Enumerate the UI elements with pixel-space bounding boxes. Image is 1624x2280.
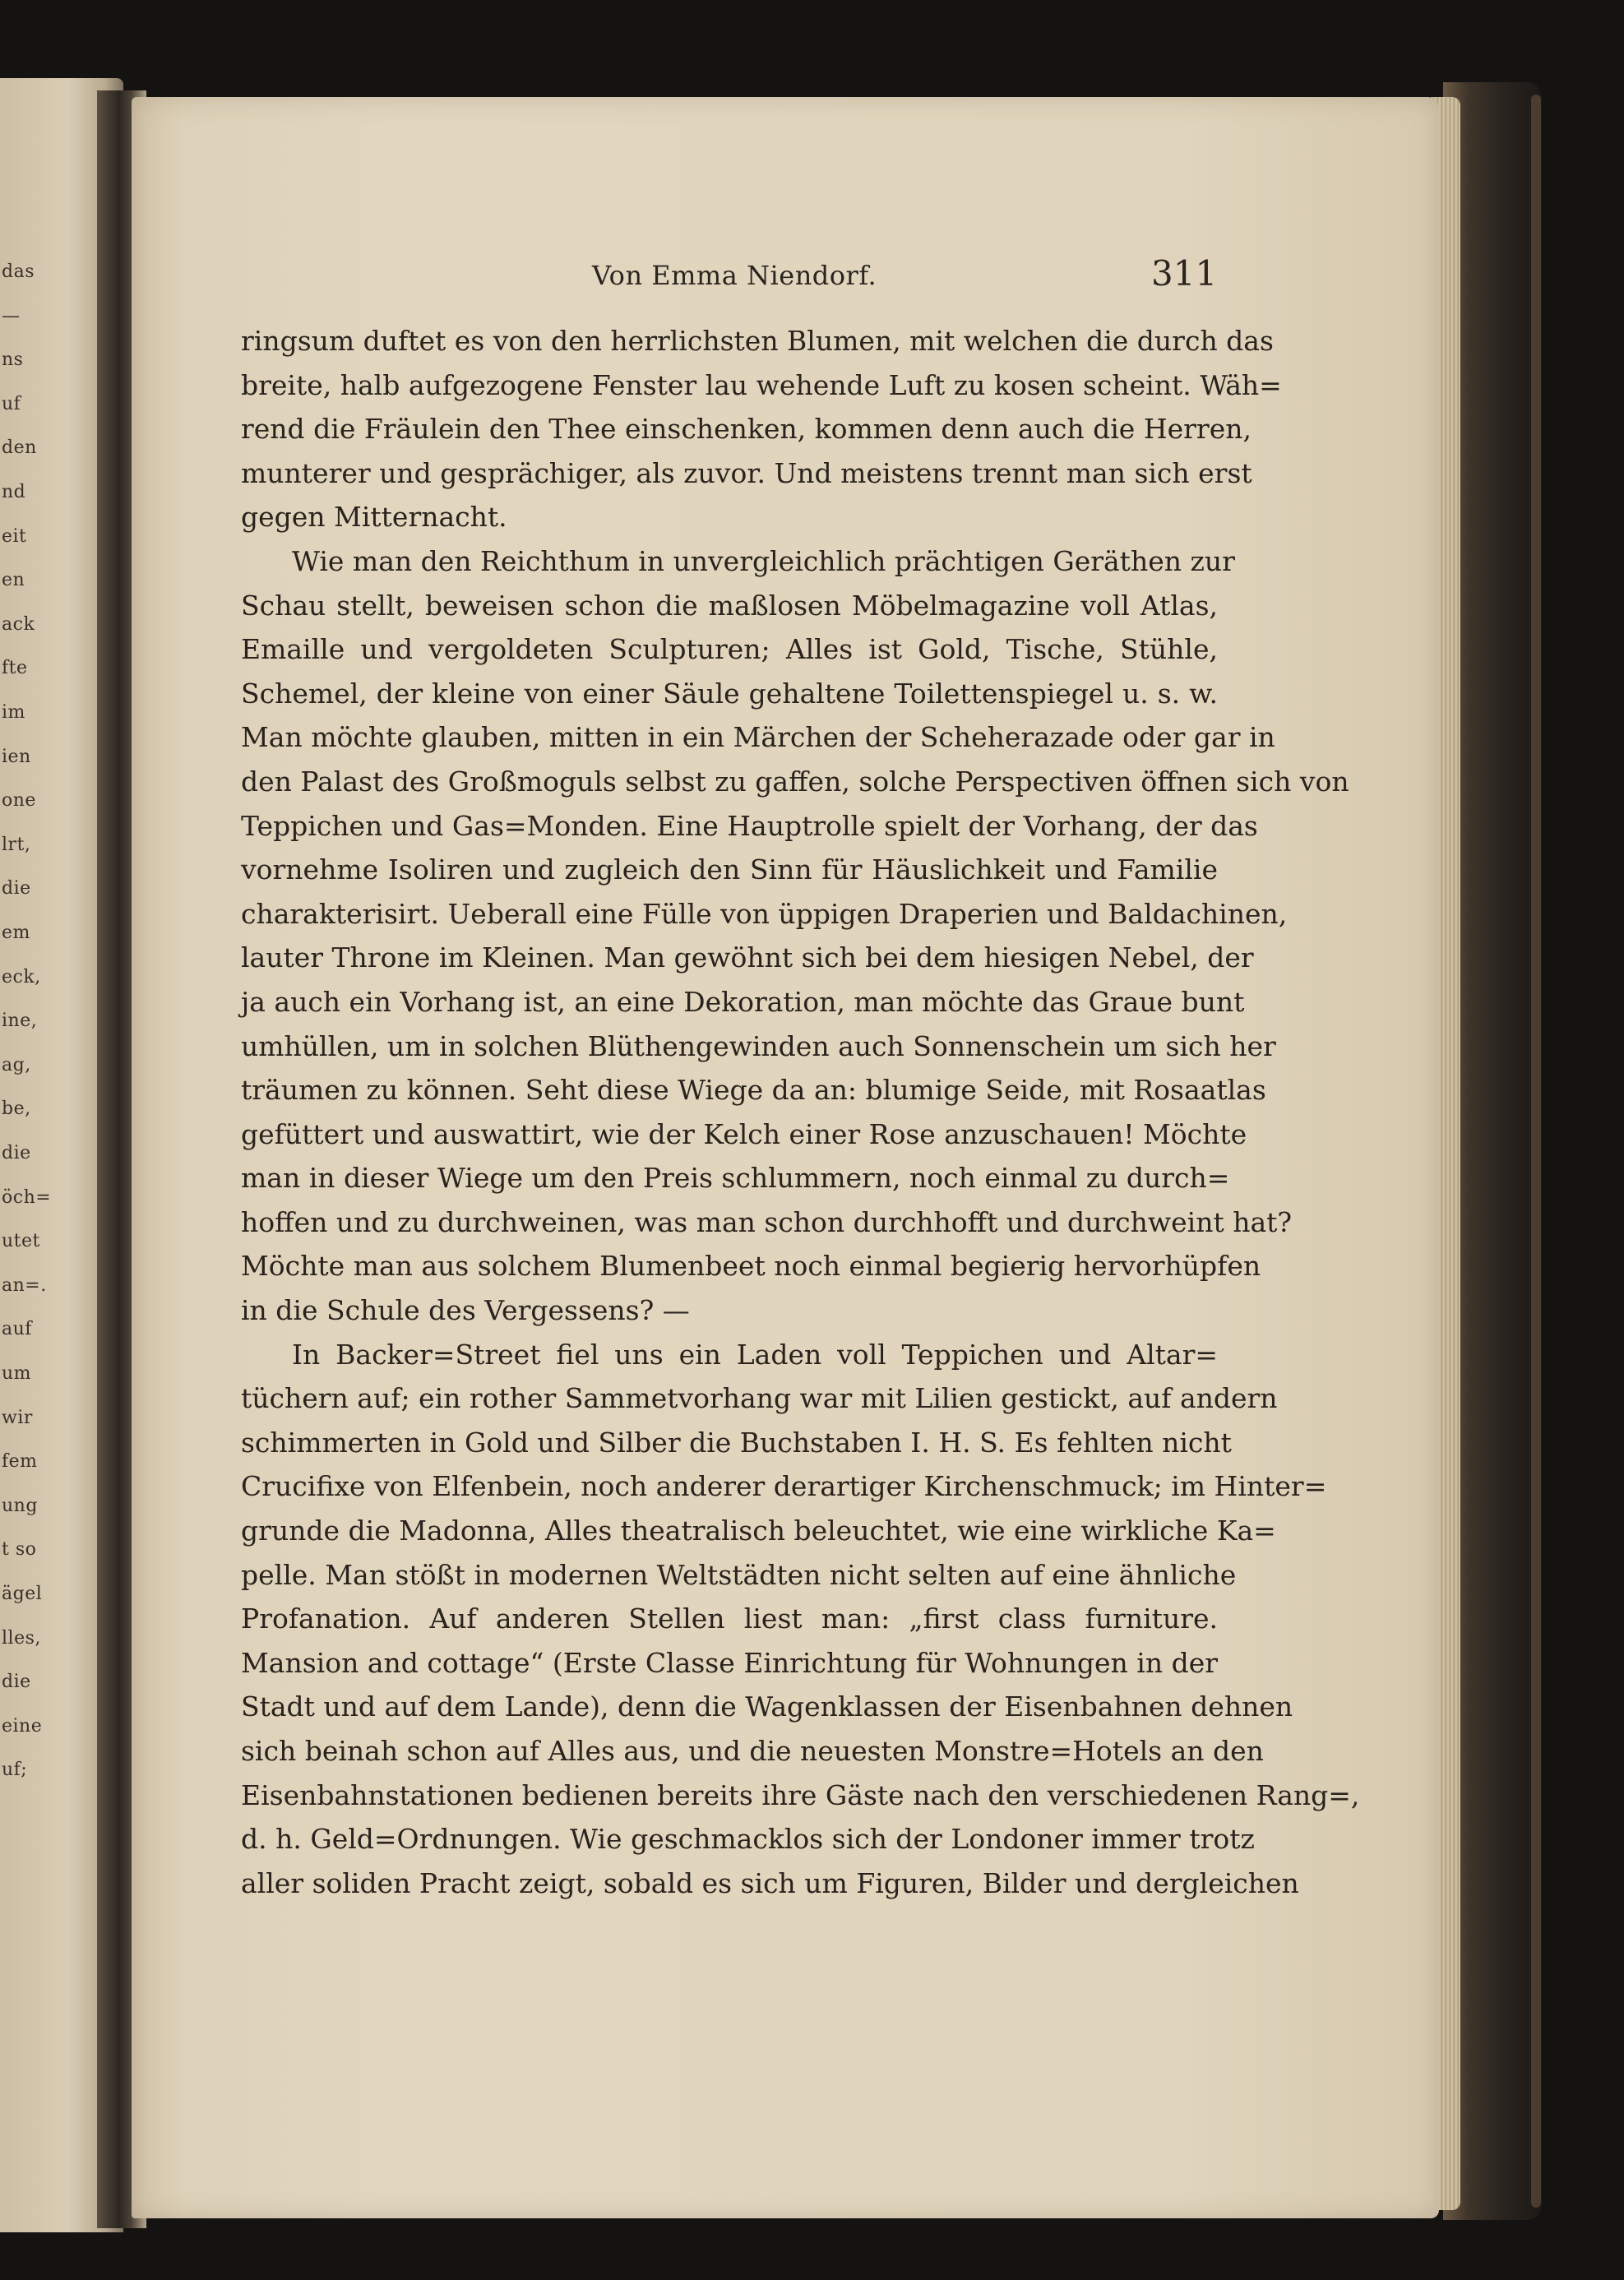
facing-page-fragment: fte [2, 658, 28, 679]
facing-page-fragment: ag, [2, 1054, 31, 1075]
facing-page-fragment: den [2, 437, 37, 459]
text-line: Emaille und vergoldeten Sculpturen; Alles ist Gold, Tische, Stühle, [241, 633, 1218, 666]
text-line: charakterisirt. Ueberall eine Fülle von üppigen Draperien und Baldachinen, [241, 897, 1288, 930]
facing-page-fragment: die [2, 1672, 31, 1693]
text-line: breite, halb aufgezogene Fenster lau wehende Luft zu kosen scheint. Wäh= [241, 368, 1282, 401]
facing-page-fragment: ns [2, 349, 24, 371]
text-line: in die Schule des Vergessens? — [241, 1294, 690, 1327]
text-line: sich beinah schon auf Alles aus, und die neuesten Monstre=Hotels an den [241, 1735, 1264, 1767]
book-spine-edge [1531, 95, 1541, 2208]
text-line: In Backer=Street fiel uns ein Laden voll Teppichen und Altar= [292, 1338, 1218, 1371]
text-line: rend die Fräulein den Thee einschenken, kommen denn auch die Herren, [241, 413, 1252, 446]
facing-page-fragment: ack [2, 613, 35, 635]
body-text [241, 319, 1360, 1905]
facing-page-fragment: en [2, 570, 25, 591]
facing-page-fragment: ien [2, 746, 31, 767]
text-line: schimmerten in Gold und Silber die Buchstaben I. H. S. Es fehlten nicht [241, 1426, 1232, 1459]
text-line: Stadt und auf dem Lande), denn die Wagenklassen der Eisenbahnen dehnen [241, 1690, 1293, 1723]
facing-page-fragment: die [2, 1143, 31, 1163]
text-line: Man möchte glauben, mitten in ein Märchen der Scheherazade oder gar in [241, 721, 1275, 754]
text-line: tüchern auf; ein rother Sammetvorhang war mit Lilien gestickt, auf andern [241, 1382, 1278, 1415]
text-line: ringsum duftet es von den herrlichsten Blumen, mit welchen die durch das [241, 325, 1274, 357]
text-line: munterer und gesprächiger, als zuvor. Und meistens trennt man sich erst [241, 456, 1252, 489]
running-head: Von Emma Niendorf. [592, 260, 877, 291]
text-line: den Palast des Großmoguls selbst zu gaffen, solche Perspectiven öffnen sich von [241, 765, 1349, 798]
text-line: Teppichen und Gas=Monden. Eine Hauptrolle spielt der Vorhang, der das [241, 809, 1258, 842]
facing-page-fragment: ägel [2, 1584, 43, 1604]
text-line: Eisenbahnstationen bedienen bereits ihre Gäste nach den verschiedenen Rang=, [241, 1778, 1360, 1811]
text-line: Wie man den Reichthum in unvergleichlich prächtigen Geräthen zur [292, 544, 1235, 577]
facing-page-fragment: uf; [2, 1760, 28, 1781]
facing-page-fragment: lles, [2, 1627, 41, 1649]
text-line: grunde die Madonna, Alles theatralisch beleuchtet, wie eine wirkliche Ka= [241, 1515, 1276, 1547]
text-line: Profanation. Auf anderen Stellen liest man: „first class furniture. [241, 1602, 1218, 1635]
page-header [132, 253, 1439, 303]
facing-page-fragment: nd [2, 482, 26, 502]
facing-page-fragment: um [2, 1363, 32, 1384]
text-line: pelle. Man stößt in modernen Weltstädten nicht selten auf eine ähnliche [241, 1558, 1237, 1591]
facing-page-fragment: die [2, 878, 31, 900]
facing-page-fragment: auf [2, 1319, 32, 1340]
text-line: aller soliden Pracht zeigt, sobald es sich um Figuren, Bilder und dergleichen [241, 1866, 1299, 1899]
facing-page-fragment: eck, [2, 966, 41, 987]
text-line: ja auch ein Vorhang ist, an eine Dekoration, man möchte das Graue bunt [241, 985, 1245, 1018]
text-line: vornehme Isoliren und zugleich den Sinn für Häuslichkeit und Familie [241, 853, 1218, 886]
facing-page-fragment: im [2, 702, 25, 723]
text-line: d. h. Geld=Ordnungen. Wie geschmacklos sich der Londoner immer trotz [241, 1823, 1255, 1856]
facing-page-fragment: one [2, 790, 36, 812]
text-line: hoffen und zu durchweinen, was man schon durchhofft und durchweint hat? [241, 1205, 1293, 1238]
facing-page-fragment: wir [2, 1407, 33, 1428]
text-line: Möchte man aus solchem Blumenbeet noch einmal begierig hervorhüpfen [241, 1250, 1261, 1283]
text-line: Schau stellt, beweisen schon die maßlosen Möbelmagazine voll Atlas, [241, 589, 1218, 622]
facing-page-fragment: eine [2, 1715, 43, 1737]
facing-page-fragment: an=. [2, 1274, 47, 1296]
facing-page-fragment: lrt, [2, 834, 31, 855]
facing-page-fragment: ung [2, 1495, 38, 1516]
text-line: träumen zu können. Seht diese Wiege da an: blumige Seide, mit Rosaatlas [241, 1074, 1266, 1107]
page-number: 311 [1151, 253, 1218, 294]
text-line: gegen Mitternacht. [241, 501, 507, 534]
facing-page-fragment: — [2, 305, 21, 326]
text-line: man in dieser Wiege um den Preis schlummern, noch einmal zu durch= [241, 1162, 1230, 1195]
facing-page-fragment: utet [2, 1231, 40, 1252]
facing-page-fragment: eit [2, 525, 27, 547]
facing-page-fragment: fem [2, 1451, 38, 1473]
facing-page-fragment: das [2, 261, 35, 282]
text-line: Mansion and cottage“ (Erste Classe Einrichtung für Wohnungen in der [241, 1646, 1218, 1679]
facing-page-fragment: be, [2, 1098, 31, 1120]
text-line: umhüllen, um in solchen Blüthengewinden auch Sonnenschein um sich her [241, 1029, 1276, 1062]
right-page [132, 97, 1439, 2218]
facing-page-fragment: ine, [2, 1011, 38, 1032]
text-line: Crucifixe von Elfenbein, noch anderer derartiger Kirchenschmuck; im Hinter= [241, 1470, 1327, 1503]
facing-page-fragment: em [2, 923, 30, 943]
facing-page-fragment: öch= [2, 1186, 52, 1208]
text-line: lauter Throne im Kleinen. Man gewöhnt sich bei dem hiesigen Nebel, der [241, 941, 1254, 974]
facing-page-fragment: t so [2, 1539, 37, 1561]
text-line: Schemel, der kleine von einer Säule gehaltene Toilettenspiegel u. s. w. [241, 677, 1218, 710]
text-line: gefüttert und auswattirt, wie der Kelch einer Rose anzuschauen! Möchte [241, 1117, 1247, 1150]
facing-page-fragment: uf [2, 393, 21, 414]
